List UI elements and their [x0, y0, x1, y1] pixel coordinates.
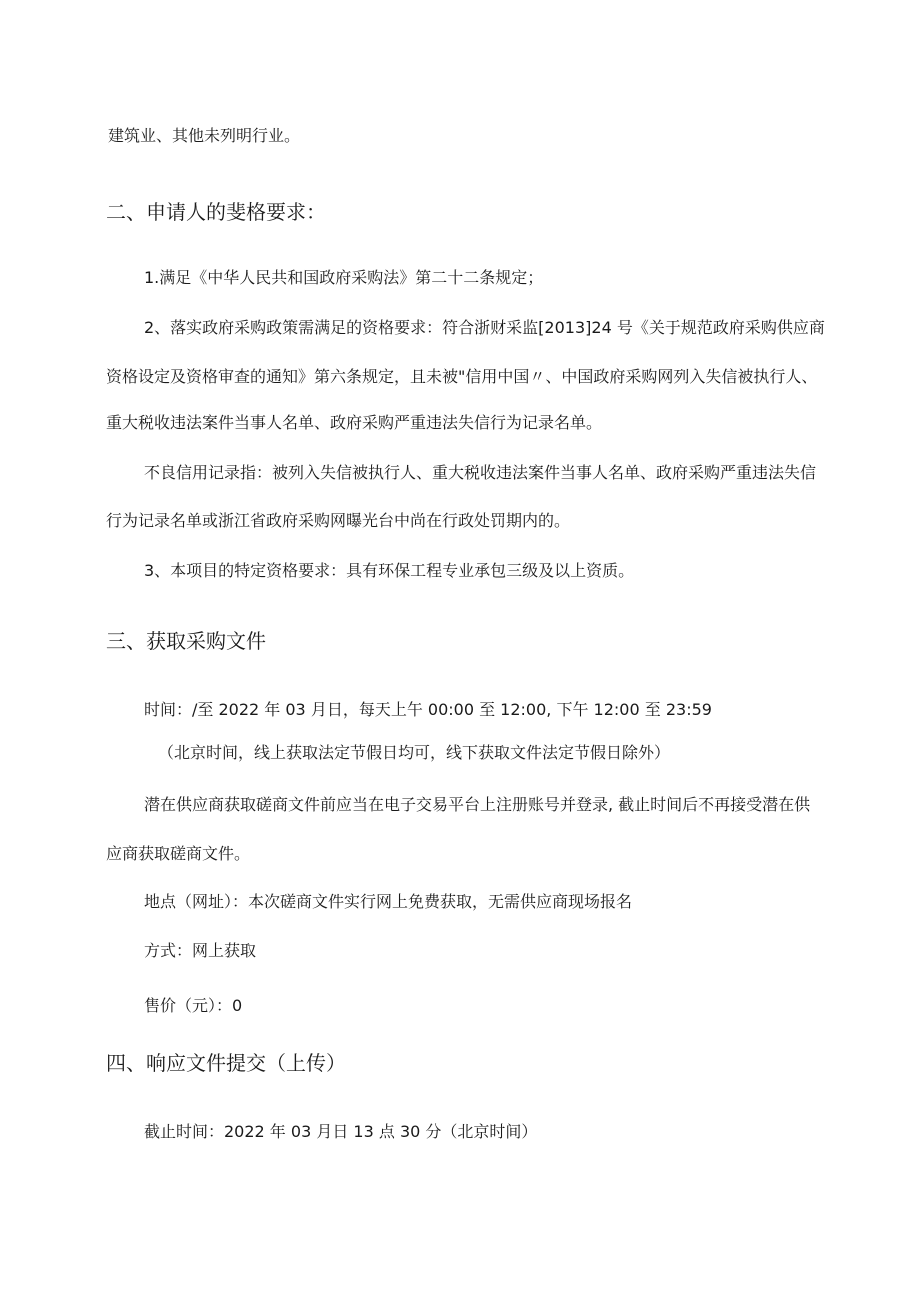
- section2-item2-line3: 重大税收违法案件当事人名单、政府采购严重违法失信行为记录名单。: [106, 413, 603, 432]
- section3-notice-line2: 应商获取磋商文件。: [106, 844, 251, 863]
- section2-item2-line1: 2、落实政府采购政策需满足的资格要求：符合浙财采监[2013]24 号《关于规范政府采购供应商: [144, 318, 825, 337]
- section2-item3: 3、本项目的特定资格要求：具有环保工程专业承包三级及以上资质。: [144, 561, 635, 580]
- section2-item2-line2: 资格设定及资格审查的通知》第六条规定，且未被"信用中国〃、中国政府采购网列入失信被执行人、: [106, 367, 818, 386]
- section3-notice-line1: 潜在供应商获取磋商文件前应当在电子交易平台上注册账号并登录, 截止时间后不再接受潜在供: [144, 795, 811, 814]
- section3-method: 方式：网上获取: [144, 941, 257, 960]
- section2-item1: 1.满足《中华人民共和国政府采购法》第二十二条规定；: [144, 268, 544, 287]
- section3-price: 售价（元）：0: [144, 996, 243, 1015]
- section4-deadline: 截止时间：2022 年 03 月日 13 点 30 分（北京时间）: [144, 1122, 538, 1141]
- section3-time: 时间：/至 2022 年 03 月日，每天上午 00:00 至 12:00, 下午 12:00 至 23:59: [144, 700, 712, 719]
- section3-location: 地点（网址）：本次磋商文件实行网上免费获取，无需供应商现场报名: [144, 892, 633, 911]
- section4-heading: 四、响应文件提交（上传）: [106, 1051, 346, 1075]
- section3-time-note: （北京时间，线上获取法定节假日均可，线下获取文件法定节假日除外）: [158, 743, 671, 762]
- bad-credit-line1: 不良信用记录指：被列入失信被执行人、重大税收违法案件当事人名单、政府采购严重违法失信: [144, 463, 817, 482]
- intro-text: 建筑业、其他未列明行业。: [108, 126, 301, 145]
- bad-credit-line2: 行为记录名单或浙江省政府采购网曝光台中尚在行政处罚期内的。: [106, 511, 571, 530]
- section3-heading: 三、获取采购文件: [106, 629, 266, 653]
- section2-heading: 二、申请人的斐格要求：: [106, 200, 326, 224]
